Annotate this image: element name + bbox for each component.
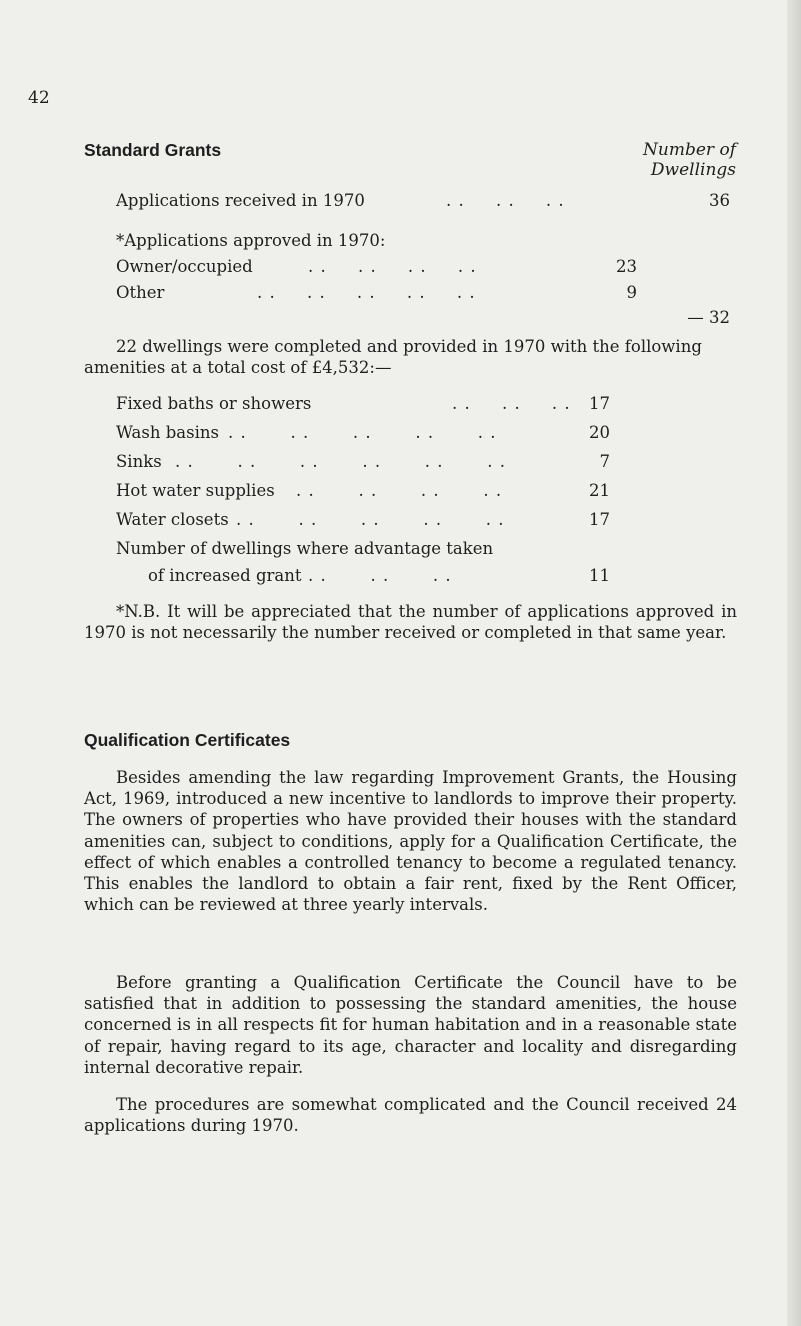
- other-value: 9: [626, 283, 637, 302]
- leader-dots: . . . . . . . .: [308, 257, 477, 276]
- amenity-label: Sinks: [116, 452, 162, 471]
- owner-occupied-value: 23: [616, 257, 637, 276]
- page-number: 42: [28, 88, 50, 108]
- amenity-label: Wash basins: [116, 423, 219, 442]
- increased-grant-label-line-1: Number of dwellings where advantage taken: [116, 539, 494, 558]
- paragraph: Before granting a Qualification Certificate the Council have to be satisfied that in addition to possessing the standard amenities, the house concerned is in all respects fit for human habitation and in a reasonable state of repair, having regard to its age, character and locality and disregarding internal decorative repair.: [84, 973, 737, 1077]
- other-label: Other: [116, 283, 165, 302]
- owner-occupied-label: Owner/occupied: [116, 257, 253, 276]
- section-heading-standard-grants: Standard Grants: [84, 140, 222, 160]
- leader-dots: . . . . . .: [446, 191, 565, 210]
- approved-total: — 32: [687, 308, 730, 327]
- approved-label: *Applications approved in 1970:: [116, 231, 386, 250]
- section-heading-qualification-certificates: Qualification Certificates: [84, 730, 291, 750]
- received-label: Applications received in 1970: [116, 191, 365, 210]
- increased-grant-value: 11: [589, 566, 610, 585]
- received-value: 36: [709, 191, 730, 210]
- completed-text-line-1: 22 dwellings were completed and provided in 1970 with the following: [116, 337, 702, 356]
- column-heading-number-of: Number of: [643, 140, 736, 160]
- amenity-value: 17: [589, 510, 610, 529]
- leader-dots: . . . . . . . . . . . .: [175, 452, 506, 471]
- leader-dots: . . . . . . . . . .: [257, 283, 476, 302]
- amenity-value: 20: [589, 423, 610, 442]
- leader-dots: . . . . . .: [452, 394, 571, 413]
- amenity-value: 17: [589, 394, 610, 413]
- amenity-value: 7: [599, 452, 610, 471]
- column-heading-dwellings: Dwellings: [650, 160, 736, 180]
- amenity-value: 21: [589, 481, 610, 500]
- paragraph: Besides amending the law regarding Improvement Grants, the Housing Act, 1969, introduced a new incentive to landlords to improve their property. The owners of properties who have provided their houses with the standard amenities can, subject to conditions, apply for a Qualification Certificate, the effect of which enables a controlled tenancy to become a regulated tenancy. This enables the landlord to obtain a fair rent, fixed by the Rent Officer, which can be reviewed at three yearly intervals.: [84, 768, 737, 915]
- paragraph: The procedures are somewhat complicated and the Council received 24 applications during 1970.: [84, 1095, 737, 1136]
- page-edge: [787, 0, 801, 1326]
- nb-note: *N.B. It will be appreciated that the number of applications approved in 1970 is not necessarily the number received or completed in that same year.: [84, 602, 737, 643]
- amenity-label: Water closets: [116, 510, 229, 529]
- completed-text-line-2: amenities at a total cost of £4,532:—: [84, 358, 392, 377]
- amenity-label: Hot water supplies: [116, 481, 275, 500]
- leader-dots: . . . . . . . . . .: [236, 510, 505, 529]
- leader-dots: . . . . . . . . . .: [228, 423, 497, 442]
- increased-grant-label-line-2: of increased grant: [148, 566, 302, 585]
- amenity-label: Fixed baths or showers: [116, 394, 312, 413]
- leader-dots: . . . . . . . .: [296, 481, 503, 500]
- leader-dots: . . . . . .: [308, 566, 452, 585]
